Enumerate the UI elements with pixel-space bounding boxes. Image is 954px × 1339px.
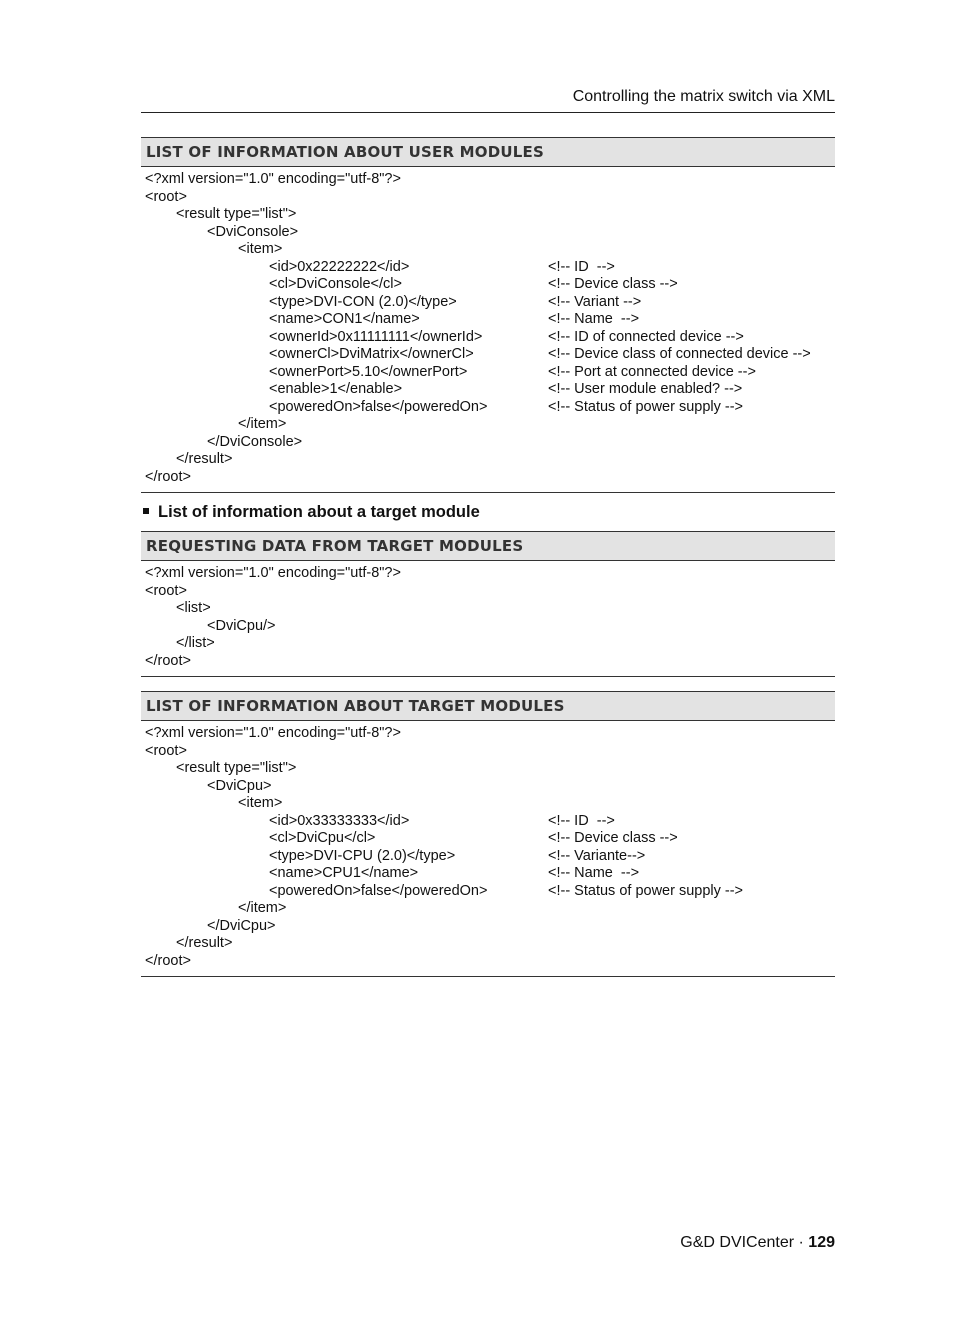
bullet-text: List of information about a target module <box>158 503 480 521</box>
code-text: <DviConsole> <box>207 223 299 240</box>
box-title: REQUESTING DATA FROM TARGET MODULES <box>141 531 835 561</box>
target-modules-info-box <box>141 691 835 977</box>
code-text: <poweredOn>false</poweredOn> <box>269 398 488 415</box>
footer-product: G&D DVICenter · <box>680 1234 809 1251</box>
box-title: LIST OF INFORMATION ABOUT TARGET MODULES <box>141 691 835 721</box>
code-line <box>145 618 835 636</box>
code-comment: <!-- User module enabled? --> <box>548 381 743 397</box>
code-line <box>145 760 835 778</box>
code-text: <ownerId>0x11111111</ownerId> <box>269 328 483 345</box>
code-line <box>145 583 835 601</box>
code-line <box>145 434 835 452</box>
code-text: </root> <box>145 652 191 669</box>
code-text: <poweredOn>false</poweredOn> <box>269 882 488 899</box>
code-text: </DviConsole> <box>207 433 303 450</box>
code-text: </DviCpu> <box>207 917 276 934</box>
code-line <box>145 171 835 189</box>
code-line <box>145 381 835 399</box>
box-title: LIST OF INFORMATION ABOUT USER MODULES <box>141 137 835 167</box>
code-text: </item> <box>238 416 287 432</box>
code-line <box>145 848 835 866</box>
code-comment: <!-- Name --> <box>548 311 640 327</box>
code-line <box>145 883 835 901</box>
code-comment: <!-- Name --> <box>548 865 640 881</box>
code-text: <type>DVI-CON (2.0)</type> <box>269 293 457 310</box>
code-line <box>145 935 835 953</box>
code-comment: <!-- Port at connected device --> <box>548 363 756 380</box>
code-comment: <!-- Device class --> <box>548 830 678 846</box>
code-comment: <!-- ID --> <box>548 812 615 829</box>
code-text: <cl>DviCpu</cl> <box>269 830 376 846</box>
code-comment: <!-- Device class of connected device --> <box>548 346 811 362</box>
code-text: <list> <box>176 600 211 616</box>
xml-code-block <box>141 561 835 677</box>
header-rule <box>141 112 835 113</box>
xml-code-block <box>141 167 835 493</box>
code-comment: <!-- ID --> <box>548 258 615 275</box>
code-text: <type>DVI-CPU (2.0)</type> <box>269 847 456 864</box>
code-text: <root> <box>145 582 187 599</box>
code-line <box>145 259 835 277</box>
code-text: <?xml version="1.0" encoding="utf-8"?> <box>145 725 401 741</box>
code-text: </result> <box>176 451 233 467</box>
code-text: <DviCpu/> <box>207 617 276 634</box>
code-text: <item> <box>238 795 283 811</box>
code-line <box>145 778 835 796</box>
bullet-square-icon <box>143 508 149 514</box>
code-text: <id>0x22222222</id> <box>269 258 410 275</box>
code-line <box>145 813 835 831</box>
code-line <box>145 725 835 743</box>
user-modules-info-box <box>141 137 835 493</box>
code-text: <item> <box>238 241 283 257</box>
xml-code-block <box>141 721 835 977</box>
code-line <box>145 469 835 487</box>
code-line <box>145 865 835 883</box>
code-comment: <!-- Status of power supply --> <box>548 398 744 415</box>
code-text: </item> <box>238 900 287 916</box>
code-line <box>145 294 835 312</box>
code-line <box>145 600 835 618</box>
code-line <box>145 224 835 242</box>
code-text: <ownerPort>5.10</ownerPort> <box>269 363 468 380</box>
running-header: Controlling the matrix switch via XML <box>572 88 835 105</box>
code-text: <result type="list"> <box>176 760 297 776</box>
code-line <box>145 364 835 382</box>
code-text: </result> <box>176 935 233 951</box>
code-line <box>145 653 835 671</box>
requesting-target-modules-box <box>141 531 835 677</box>
code-text: <id>0x33333333</id> <box>269 812 410 829</box>
code-comment: <!-- ID of connected device --> <box>548 328 744 345</box>
code-text: <result type="list"> <box>176 206 297 222</box>
code-line <box>145 900 835 918</box>
code-text: <?xml version="1.0" encoding="utf-8"?> <box>145 565 401 581</box>
code-text: <?xml version="1.0" encoding="utf-8"?> <box>145 171 401 187</box>
code-comment: <!-- Device class --> <box>548 276 678 292</box>
code-line <box>145 241 835 259</box>
code-line <box>145 830 835 848</box>
code-comment: <!-- Variant --> <box>548 293 642 310</box>
code-line <box>145 399 835 417</box>
code-text: <ownerCl>DviMatrix</ownerCl> <box>269 346 474 362</box>
code-line <box>145 635 835 653</box>
bullet-item <box>141 503 480 522</box>
code-line <box>145 795 835 813</box>
code-text: </root> <box>145 468 191 485</box>
code-text: <root> <box>145 188 187 205</box>
code-line <box>145 206 835 224</box>
code-line <box>145 276 835 294</box>
code-comment: <!-- Status of power supply --> <box>548 882 744 899</box>
code-text: <enable>1</enable> <box>269 381 403 397</box>
code-comment: <!-- Variante--> <box>548 847 646 864</box>
code-line <box>145 346 835 364</box>
code-text: </root> <box>145 952 191 969</box>
code-text: <cl>DviConsole</cl> <box>269 276 402 292</box>
code-line <box>145 451 835 469</box>
code-line <box>145 416 835 434</box>
code-text: <root> <box>145 742 187 759</box>
code-text: <name>CPU1</name> <box>269 865 419 881</box>
code-text: <DviCpu> <box>207 777 272 794</box>
code-line <box>145 918 835 936</box>
page-number: 129 <box>808 1234 835 1251</box>
page-footer <box>141 1234 835 1252</box>
code-text: </list> <box>176 635 215 651</box>
code-line <box>145 565 835 583</box>
code-text: <name>CON1</name> <box>269 311 420 327</box>
code-line <box>145 743 835 761</box>
code-line <box>145 953 835 971</box>
code-line <box>145 329 835 347</box>
code-line <box>145 189 835 207</box>
code-line <box>145 311 835 329</box>
